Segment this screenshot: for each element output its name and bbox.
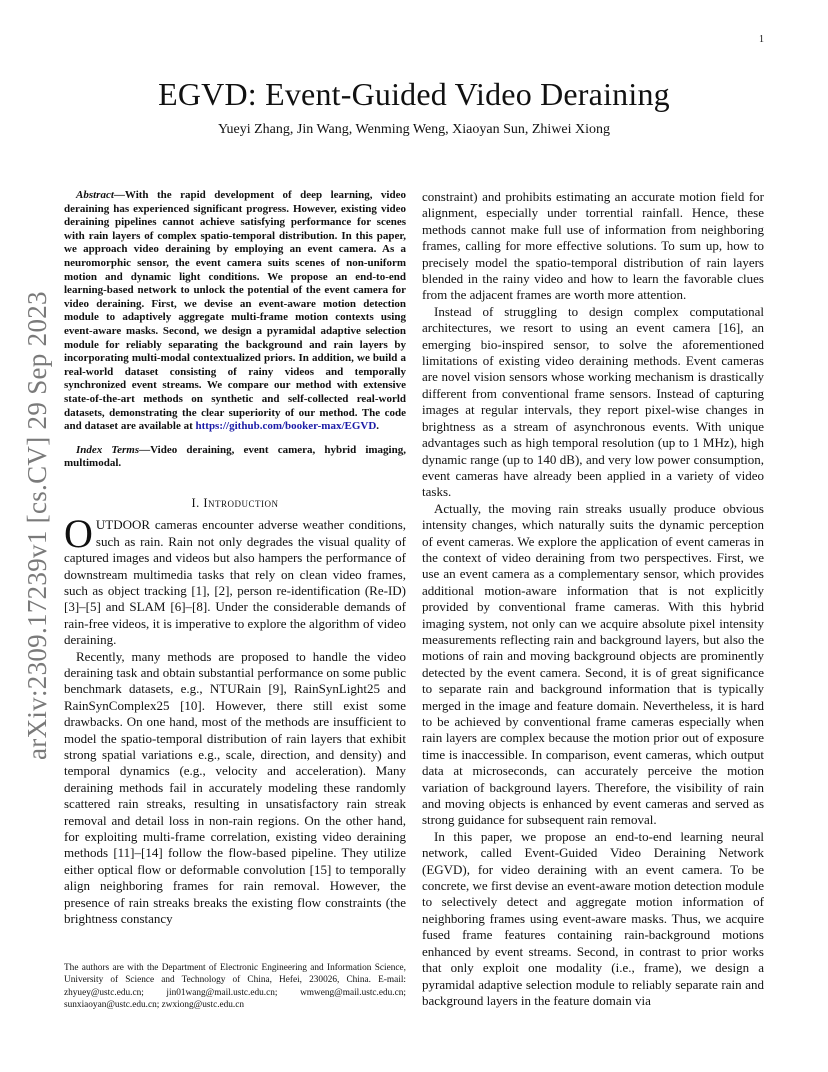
right-paragraph-4: In this paper, we propose an end-to-end learning neural network, called Event-Guided Video Deraining Network (EGVD), for video deraining with an event camera. To be concrete, we first devise an event-aware motion detection module to selectively detect and aggregate motion information of neighboring frames using event-aware masks. Thus, we acquire fused frame features containing rain-background motions enhanced by event streams. Second, in contrast to prior works that only exploit one modality (i.e., frame), we design a pyramidal adaptive selection module to reliably separate rain and background layers in the feature domain via <box>422 828 764 1008</box>
abstract-text: —With the rapid development of deep learning, video deraining has experienced significant progress. However, existing video deraining pipelines cannot achieve satisfying performance for scenes with rain layers of complex spatio-temporal distribution. In this paper, we approach video deraining by employing an event camera. As a neuromorphic sensor, the event camera suits scenes of non-uniform motion and dynamic light conditions. We propose an end-to-end learning-based network to unlock the potential of the event camera for video deraining. First, we devise an event-aware motion detection module to adaptively aggregate multi-frame motion contexts using event-aware masks. Second, we design a pyramidal adaptive selection module for reliably separating the background and rain layers by incorporating multi-modal contextualized priors. In addition, we build a real-world dataset consisting of rainy videos and temporally synchronized event streams. We compare our method with extensive state-of-the-art methods on synthetic and self-collected real-world datasets, demonstrating the clear superiority of our method. The code and dataset are available at <box>64 189 406 433</box>
arxiv-identifier-stamp: arXiv:2309.17239v1 [cs.CV] 29 Sep 2023 <box>22 291 52 760</box>
right-paragraph-3: Actually, the moving rain streaks usually produce obvious intensity changes, which naturally suits the dynamic perception of event cameras. We explore the application of event cameras in the context of video deraining from two perspectives. First, we use an event camera as a complementary sensor, which provides additional motion-aware information that is not explicitly provided by conventional frame cameras. With this hybrid imaging system, not only can we acquire absolute pixel intensity measurements reflecting rain and background layers, but also the motions of rain and moving background objects are prominently detected by the event camera. Second, it is of great significance to separate rain and background information that is typically merged in the image and feature domain. Nevertheless, it is hard to be achieved by conventional frame cameras especially when rain layers are complex because the motion prior out of exposure time is inaccessible. In comparison, event cameras, which output data at microseconds, can accurately perceive the motion variation of background layers. Therefore, the visibility of rain and moving objects is enhanced by event cameras and served as strong guidance for subsequent rain removal. <box>422 500 764 828</box>
intro-paragraph-1 <box>64 511 406 648</box>
left-column <box>64 189 406 927</box>
code-link[interactable]: https://github.com/booker-max/EGVD <box>195 420 377 433</box>
index-terms-lead: Index Terms <box>76 443 140 456</box>
abstract-lead: Abstract <box>76 189 114 201</box>
intro-paragraph-2: Recently, many methods are proposed to handle the video deraining task and obtain substantial performance on some public benchmark datasets, e.g., NTURain [9], RainSynLight25 and RainSynComplex25 [10]. However, there still exist some drawbacks. On one hand, most of the methods are insufficient to model the spatio-temporal distribution of rain layers that exhibit strong spatial variations e.g., scale, direction, and density) and temporal dynamics (e.g., velocity and acceleration). Many deraining methods fail in accurately modeling these randomly scattered rain streaks, resulting in unsatisfactory rain streak removal and detail loss in non-rain regions. On the other hand, for exploiting multi-frame correlation, existing video deraining methods [11]–[14] follow the flow-based pipeline. They utilize either optical flow or deformable convolution [15] to temporally align neighboring frames for rain removal. However, the presence of rain streaks breaks the existing flow constraints (the brightness constancy <box>64 648 406 927</box>
abstract <box>64 189 406 434</box>
paper-title: EGVD: Event-Guided Video Deraining <box>158 76 670 112</box>
right-column <box>422 189 764 1009</box>
page-number: 1 <box>759 34 764 45</box>
right-paragraph-1: constraint) and prohibits estimating an accurate motion field for alignment, especially under torrential rainfall. Hence, these methods cannot make full use of information from neighboring frames, calling for more effective solutions. To sum up, how to precisely model the spatio-temporal distribution of rain layers blended in the rainy video and how to learn the favorable clues from the adjacent frames are worth more attention. <box>422 189 764 303</box>
section-heading-introduction <box>64 495 406 511</box>
index-terms <box>64 444 406 471</box>
section-title: Introduction <box>203 495 279 510</box>
abstract-end: . <box>376 420 380 433</box>
affiliation-footnote: The authors are with the Department of Electronic Engineering and Information Science, University of Science and Technology of China, Hefei, 230026, China. E-mail: zhyuey@ustc.edu.cn; jin01wang@mail.ustc.edu.cn; wmweng@mail.ustc.edu.cn; sunxiaoyan@ustc.edu.cn; zwxiong@ustc.edu.cn <box>64 963 406 1010</box>
section-number: I. <box>191 495 204 510</box>
author-list: Yueyi Zhang, Jin Wang, Wenming Weng, Xiaoyan Sun, Zhiwei Xiong <box>217 122 611 137</box>
index-terms-text: —Video deraining, event camera, hybrid imaging, multimodal. <box>64 443 406 470</box>
intro-paragraph-1-text: UTDOOR cameras encounter adverse weather conditions, such as rain. Rain not only degrades the visual quality of captured images and videos but also hampers the performance of downstream multimedia tasks that rely on clean video frames, such as object tracking [1], [2], person re-identification (Re-ID) [3]–[5] and SLAM [6]–[8]. Under the considerable demands of rain-free videos, it is imperative to explore the algorithm of video deraining. <box>64 517 406 648</box>
drop-cap: O <box>64 511 93 557</box>
right-paragraph-2: Instead of struggling to design complex computational architectures, we resort to using an event camera [16], an emerging bio-inspired sensor, to solve the aforementioned limitations of existing video deraining methods. Event cameras are novel vision sensors whose working mechanism is drastically different from conventional frame sensors. Instead of capturing images at regular intervals, they report pixel-wise changes in brightness as a stream of asynchronous events. With unique advantages such as high temporal resolution (up to 1 MHz), high dynamic range (up to 140 dB), and very low power consumption, event cameras have already been applied in a variety of video tasks. <box>422 303 764 500</box>
